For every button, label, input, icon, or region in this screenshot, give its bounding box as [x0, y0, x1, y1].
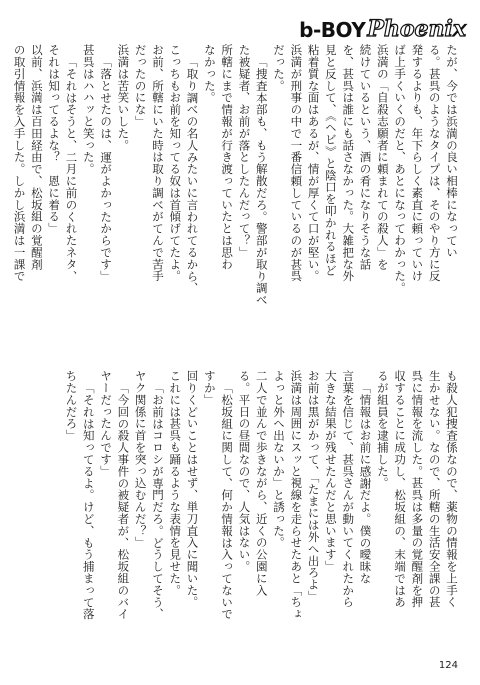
text-line: る。甚呉のようなタイプは、そのやり方に反: [427, 44, 442, 282]
text-line: も殺人犯捜査係なので、薬物の情報を上手く: [445, 370, 459, 608]
text-line: ば上手くいくのだと、あとになってわかった。: [393, 44, 408, 294]
text-line: 浜満の「自殺志願者に頼まれての殺人」を: [375, 44, 390, 271]
text-line: すか」: [202, 370, 217, 406]
text-line: 「今回の殺人事件の被疑者が、松坂組のバイ: [116, 381, 131, 620]
magazine-header: [299, 4, 466, 40]
text-line: だった。: [272, 44, 287, 92]
text-line: 回りくどいことはせず、単刀直入に聞いた。: [185, 370, 200, 608]
text-line: なかった。: [202, 44, 217, 104]
text-line: 呉に情報を流した。甚呉は多量の覚醒剤を押: [410, 370, 425, 608]
text-line: る。平日の昼間なので、人気はない。: [237, 370, 252, 573]
text-line: お前、所轄にいた時は取り調べがてんで苦手: [150, 44, 165, 282]
text-line: だったのにな」: [133, 44, 148, 128]
text-line: 続けているという、酒の肴になりそうな話: [358, 44, 373, 271]
top-text-column: [12, 44, 460, 330]
text-line: るが組員を逮捕した。: [375, 370, 390, 489]
text-line: の取引情報を入手した。しかし浜満は一課で: [12, 44, 27, 282]
text-line: 粘着質な面はあるが、情が厚くて口が堅い。: [306, 44, 321, 282]
text-line: 甚呉はハハッと笑った。: [81, 44, 96, 175]
vertical-text-block: [12, 44, 460, 656]
text-line: 発するよりも、年下らしく素直に頼っていけ: [410, 44, 425, 282]
bboy-logo: b-BOY: [299, 18, 366, 42]
text-line: 以前、浜満は百田経由で、松坂組の覚醒剤: [29, 44, 44, 271]
text-line: 二人で並んで歩きながら、近くの公園に入: [254, 370, 269, 597]
text-line: 「松坂組に関して、何か情報は入ってないで: [220, 381, 235, 620]
text-line: よっと外へ出ないか」と誘った。: [272, 370, 287, 549]
text-line: 浜満は周囲にスッと視線を走らせたあと「ちょ: [289, 370, 304, 620]
text-line: 「情報はお前に感謝だよ。僕の曖昧な: [358, 381, 373, 584]
text-line: こっちもお前を知ってる奴は首傾げてたよ。: [168, 44, 183, 282]
text-line: たが、今では浜満の良い相棒になってい: [445, 44, 459, 259]
text-line: これには甚呉も踊るような表情を見せた。: [168, 370, 183, 597]
phoenix-logo: Phoenix: [367, 16, 466, 42]
text-line: それは知ってるよな？ 恩に着る」: [47, 44, 62, 235]
text-line: 所轄にまで情報が行き渡っていたとは思わ: [220, 44, 235, 271]
text-line: 生かせない。なので、所轄の生活安全課の甚: [427, 370, 442, 608]
text-line: 「それは知ってるよ。けど、もう捕まって落: [81, 381, 96, 620]
text-line: 収することに成功し、松坂組の、末端ではあ: [393, 370, 408, 608]
text-line: 浜満は苦笑いした。: [116, 44, 131, 152]
text-line: 大きな結果が残せたんだと思います」: [323, 370, 338, 573]
text-line: ちたんだろ」: [64, 370, 79, 442]
text-line: た被疑者、お前が落としたんだって？」: [237, 44, 252, 259]
text-line: 「捜査本部も、もう解散だろ。警部が取り調べ: [254, 55, 269, 306]
bottom-text-column: [30, 370, 460, 656]
text-line: 「落とせたのは、運がよかったからです」: [99, 55, 114, 282]
text-line: 言葉を信じて、甚呉さんが動いてくれたから: [341, 370, 356, 608]
text-line: を、甚呉は誰にも話さなかった。大雑把な外: [341, 44, 356, 282]
text-line: 見と反して、《ヘビ》と陰口を叩かれるほど: [323, 44, 338, 277]
text-line: 浜満が刑事の中で一番信頼しているのが甚呉: [289, 44, 304, 282]
text-line: お前は黒がかって、「たまには外へ出ろよ」: [306, 370, 321, 603]
text-line: ヤーだったんです」: [99, 370, 114, 478]
page-number: 124: [438, 660, 458, 671]
text-line: 「それはそうと、二月に前のくれたネタ、: [64, 55, 79, 282]
text-line: 「取り調べの名人みたいに言われてるから、: [185, 55, 200, 294]
text-line: ヤク関係に首を突っ込むんだ？」: [133, 370, 148, 549]
text-line: 「お前はコロシが専門だろ。どうしてそう、: [150, 381, 165, 620]
